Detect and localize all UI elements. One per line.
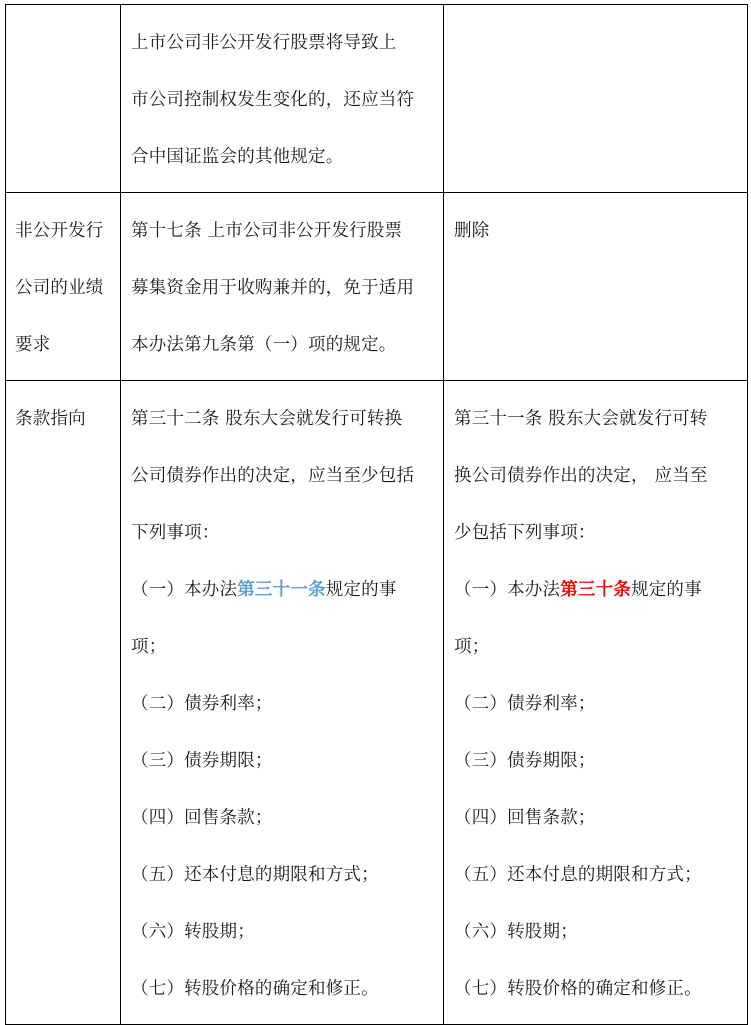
highlighted-article-ref: 第三十一条 [237, 580, 326, 600]
item-line: （四）回售条款； [454, 808, 596, 828]
item-suffix: 规定的事 [631, 580, 702, 600]
category-cell [6, 193, 121, 381]
item-line: （五）还本付息的期限和方式； [131, 865, 379, 885]
item-line: （三）债券期限； [454, 751, 596, 771]
category-label: 条款指向 [15, 409, 86, 429]
category-cell [6, 381, 121, 1025]
revised-text-cell [444, 5, 748, 193]
item-line: （六）转股期； [454, 922, 578, 942]
category-label: 要求 [15, 335, 51, 355]
category-label: 公司的业绩 [15, 278, 104, 298]
text-line: 项； [131, 637, 167, 657]
text-line: 下列事项： [131, 523, 220, 543]
item-suffix: 规定的事 [325, 580, 397, 600]
original-text-cell [121, 381, 444, 1025]
text-line: 删除 [454, 221, 490, 241]
text-line: 第三十一条 股东大会就发行可转 [454, 409, 708, 429]
text-line: 募集资金用于收购兼并的，免于适用 [131, 278, 415, 298]
text-line: 换公司债券作出的决定， 应当至 [454, 466, 708, 486]
table-row [6, 5, 748, 193]
item-line: （二）债券利率； [131, 694, 273, 714]
item-prefix: （一）本办法 [454, 580, 561, 600]
table-row [6, 193, 748, 381]
category-label: 非公开发行 [15, 221, 104, 241]
text-line: 第三十二条 股东大会就发行可转换 [131, 409, 403, 429]
item-line [131, 562, 435, 619]
highlighted-article-ref: 第三十条 [560, 580, 632, 600]
text-line: 本办法第九条第（一）项的规定。 [131, 335, 397, 355]
comparison-table [5, 4, 748, 1025]
item-line: （七）转股价格的确定和修正。 [454, 979, 702, 999]
item-line: （六）转股期； [131, 922, 255, 942]
text-line: 合中国证监会的其他规定。 [131, 147, 344, 167]
text-line: 公司债券作出的决定，应当至少包括 [131, 466, 415, 486]
item-line: （三）债券期限； [131, 751, 273, 771]
text-line: 少包括下列事项： [454, 523, 596, 543]
revised-text-cell [444, 193, 748, 381]
item-line: （七）转股价格的确定和修正。 [131, 979, 379, 999]
item-prefix: （一）本办法 [131, 580, 238, 600]
text-line: 第十七条 上市公司非公开发行股票 [131, 221, 403, 241]
table-row [6, 381, 748, 1025]
original-text-cell [121, 193, 444, 381]
original-text-cell [121, 5, 444, 193]
item-line: （五）还本付息的期限和方式； [454, 865, 702, 885]
item-line: （四）回售条款； [131, 808, 273, 828]
category-cell [6, 5, 121, 193]
text-line: 市公司控制权发生变化的，还应当符 [131, 90, 415, 110]
text-line: 上市公司非公开发行股票将导致上 [131, 33, 397, 53]
text-line: 项； [454, 637, 490, 657]
revised-text-cell [444, 381, 748, 1025]
item-line: （二）债券利率； [454, 694, 596, 714]
item-line [454, 562, 739, 619]
